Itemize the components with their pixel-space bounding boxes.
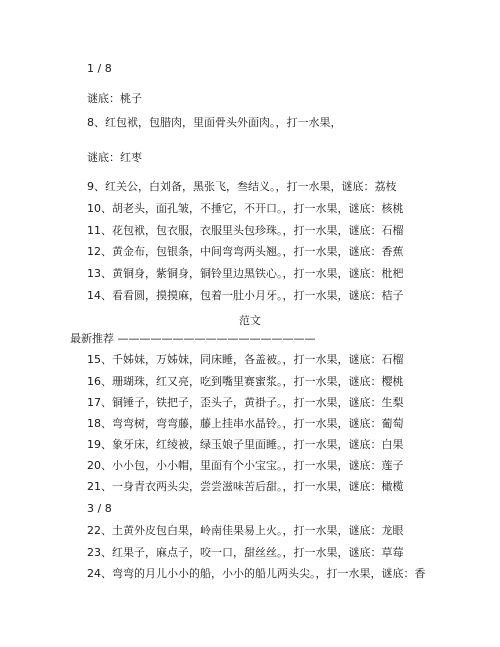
riddle-18 [87,417,404,431]
riddle-11 [87,224,404,238]
riddle-number: 13、 [87,267,112,280]
riddle-8 [87,116,342,130]
riddle-text: 弯弯树，弯弯藤，藤上挂串水晶铃。，打一水果，谜底：葡萄 [112,417,404,430]
riddle-text: 一身青衣两头尖，尝尝滋味苦后甜。，打一水果，谜底：橄榄 [112,480,404,493]
riddle-number: 21、 [87,480,112,493]
riddle-17 [87,396,404,410]
riddle-12 [87,245,404,259]
riddle-22 [87,524,404,538]
riddle-number: 8、 [87,116,105,129]
riddle-text: 胡老头，面孔皱，不捶它，不开口。，打一水果，谜底：核桃 [112,202,404,215]
riddle-text: 红果子，麻点子，咬一口，甜丝丝。，打一水果，谜底：草莓 [112,546,404,559]
riddle-number: 12、 [87,245,112,258]
riddle-number: 19、 [87,438,112,451]
riddle-text: 珊瑚珠，红又亮，吃到嘴里赛蜜浆。，打一水果，谜底：樱桃 [112,375,404,388]
riddle-text: 黄铜身，紫铜身，铜铃里边黑铁心。，打一水果，谜底：枇杷 [112,267,404,280]
riddle-text: 花包袱，包衣服，衣服里头包珍珠。，打一水果，谜底：石榴 [112,224,404,237]
riddle-13 [87,267,404,281]
riddle-21 [87,480,404,494]
recommend-header: 最新推荐 —————————————————— [70,332,316,345]
riddle-text: 弯弯的月儿小小的船，小小的船儿两头尖。，打一水果，谜底：香 [112,567,426,580]
riddle-text: 小小包，小小帽，里面有个小宝宝。，打一水果，谜底：莲子 [112,459,404,472]
riddle-number: 24、 [87,567,112,580]
riddle-number: 15、 [87,353,112,366]
riddle-number: 9、 [87,180,105,193]
riddle-text: 红包袱，包腊肉，里面骨头外面肉。，打一水果， [105,116,342,129]
riddle-number: 23、 [87,546,112,559]
riddle-number: 11、 [87,224,112,237]
riddle-20 [87,459,404,473]
riddle-text: 红关公，白刘备，黑张飞，叁结义。，打一水果，谜底：荔枝 [105,180,397,193]
section-title: 范文 [239,314,261,327]
riddle-23 [87,546,404,560]
answer-line: 谜底：桃子 [87,92,142,105]
riddle-16 [87,375,404,389]
riddle-number: 14、 [87,289,112,302]
riddle-15 [87,353,404,367]
riddle-text: 铜锤子，铁把子，歪头子，黄褂子。，打一水果，谜底：生梨 [112,396,404,409]
page-number-3: 3 / 8 [87,502,112,515]
riddle-19 [87,438,404,452]
riddle-text: 象牙床，红绫被，绿玉娘子里面睡。，打一水果，谜底：白果 [112,438,404,451]
riddle-number: 10、 [87,202,112,215]
riddle-number: 18、 [87,417,112,430]
riddle-24 [87,567,426,581]
riddle-text: 黄金布，包银条，中间弯弯两头翘。，打一水果，谜底：香蕉 [112,245,404,258]
riddle-10 [87,202,404,216]
riddle-number: 17、 [87,396,112,409]
riddle-text: 看看圆，摸摸麻，包着一肚小月牙。，打一水果，谜底：桔子 [112,289,404,302]
riddle-text: 土黄外皮包白果，岭南佳果易上火。，打一水果，谜底：龙眼 [112,524,404,537]
riddle-text: 千姊妹，万姊妹，同床睡，各盖被。，打一水果，谜底：石榴 [112,353,404,366]
riddle-14 [87,289,404,303]
riddle-number: 16、 [87,375,112,388]
page-number-1: 1 / 8 [87,62,112,75]
riddle-number: 20、 [87,459,112,472]
answer-line: 谜底：红枣 [87,151,142,164]
riddle-9 [87,180,397,194]
riddle-number: 22、 [87,524,112,537]
